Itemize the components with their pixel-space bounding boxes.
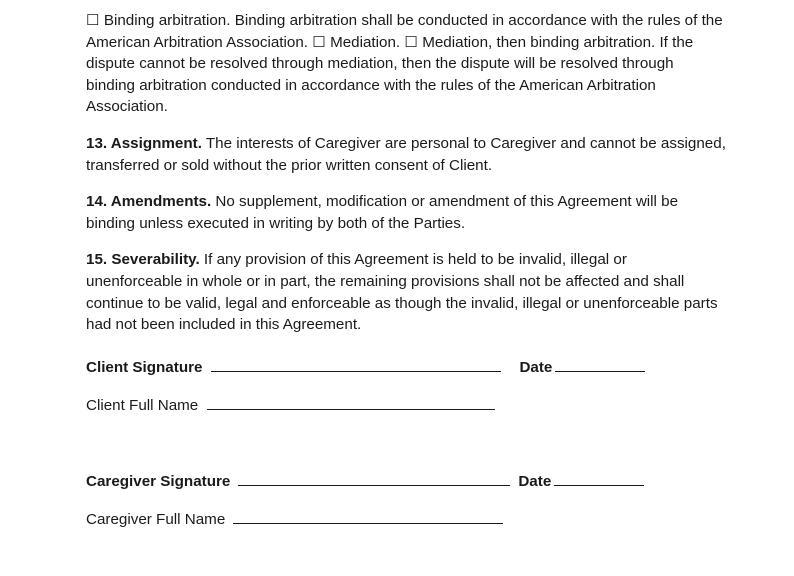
section-body: If any provision of this Agreement is held to be invalid, illegal or unenforceable in whole or in part, the remaining provisions shall not be affected and shall continue to be valid, legal and enforceable as though the invalid, illegal or unenforceable parts had not been included in this Agreement. — [86, 251, 718, 334]
caregiver-date-line[interactable] — [554, 471, 644, 486]
client-signature-line[interactable] — [211, 357, 501, 372]
client-name-label: Client Full Name — [86, 397, 199, 414]
mediation-then-arbitration-option[interactable]: ☐ Mediation, then binding arbitration. If the dispute cannot be resolved through mediation, then the dispute will be resolved through binding arbitration conducted in accordance with the rules of the American Arbitration Association. — [86, 33, 694, 116]
client-signature-row — [86, 357, 645, 376]
caregiver-signature-line[interactable] — [238, 471, 510, 486]
section-heading: 15. Severability. — [86, 251, 200, 269]
client-name-line[interactable] — [207, 395, 495, 410]
section-body: No supplement, modification or amendment of this Agreement will be binding unless executed in writing by both of the Parties. — [86, 193, 679, 232]
section-heading: 13. Assignment. — [86, 134, 202, 152]
section-body: The interests of Caregiver are personal to Caregiver and cannot be assigned, transferred or sold without the prior written consent of Client. — [86, 134, 726, 174]
agreement-text — [86, 10, 726, 351]
section-severability — [86, 249, 726, 335]
section-heading: 14. Amendments. — [86, 193, 212, 211]
caregiver-signature-row — [86, 471, 644, 490]
caregiver-name-label: Caregiver Full Name — [86, 511, 226, 528]
caregiver-name-line[interactable] — [233, 509, 503, 524]
client-name-row — [86, 395, 495, 414]
client-date-line[interactable] — [555, 357, 645, 372]
section-assignment — [86, 133, 726, 176]
binding-arbitration-option[interactable]: ☐ Binding arbitration. Binding arbitration shall be conducted in accordance with the rules of the American Arbitration Association. — [86, 12, 723, 51]
mediation-option[interactable]: ☐ Mediation. — [312, 33, 405, 51]
client-date-label: Date — [519, 359, 553, 376]
caregiver-date-label: Date — [518, 473, 552, 490]
section-amendments — [86, 191, 726, 234]
caregiver-signature-label: Caregiver Signature — [86, 473, 231, 490]
client-signature-label: Client Signature — [86, 359, 203, 376]
caregiver-name-row — [86, 509, 503, 528]
arbitration-options — [86, 10, 726, 118]
